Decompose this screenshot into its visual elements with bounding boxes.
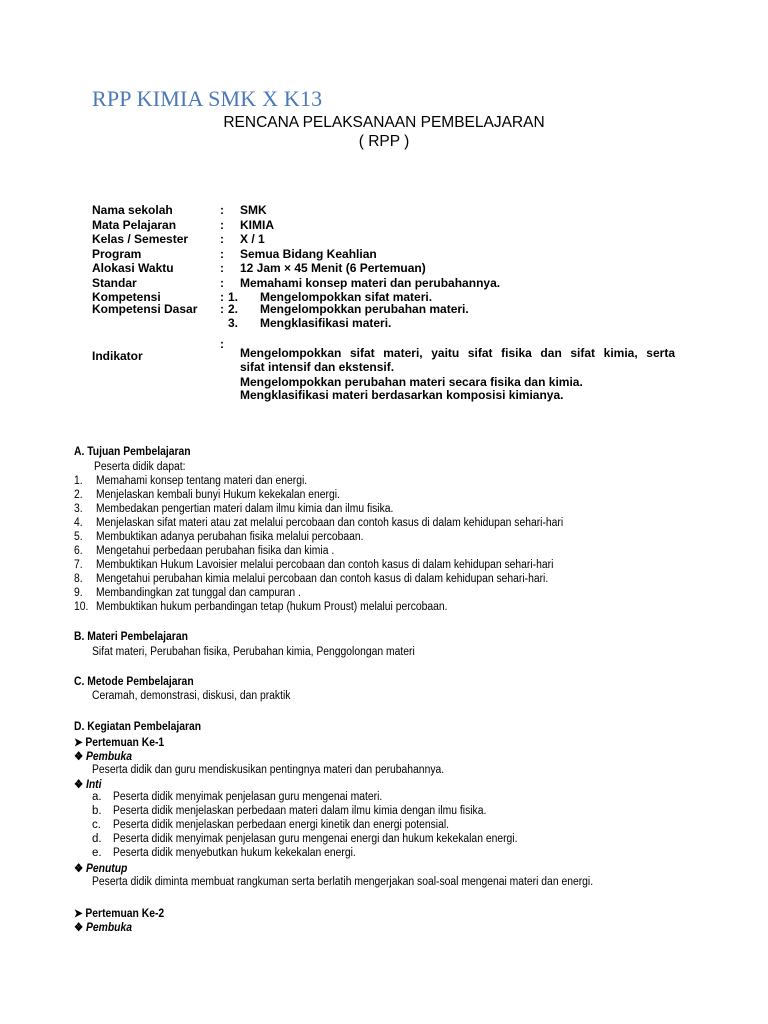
competency-item: Mengelompokkan perubahan materi.: [260, 302, 469, 316]
activity-letter: a.: [92, 791, 102, 803]
inti-label: Inti: [85, 779, 102, 791]
activity-letter: b.: [92, 805, 102, 817]
identity-colon: :: [220, 261, 224, 275]
identity-value-time: 12 Jam × 45 Menit (6 Pertemuan): [240, 261, 426, 275]
section-c-text: Ceramah, demonstrasi, diskusi, dan praktik: [92, 690, 291, 702]
penutup-text: Peserta didik diminta membuat rangkuman serta berlatih mengerjakan soal-soal mengenai materi dan energi.: [92, 876, 594, 888]
activity-item: Peserta didik menjelaskan perbedaan energi kinetik dan energi potensial.: [113, 819, 450, 831]
identity-label-time: Alokasi Waktu: [92, 261, 174, 275]
document-subheading: ( RPP ): [358, 133, 410, 150]
objective-item: Membuktikan adanya perubahan fisika melalui percobaan.: [96, 531, 364, 543]
activity-letter: d.: [92, 833, 102, 845]
objective-number: 7.: [74, 559, 83, 571]
meeting-2-label: Pertemuan Ke-2: [85, 908, 165, 920]
identity-colon: :: [220, 275, 224, 290]
identity-value-standard: Memahami konsep materi dan perubahannya.: [240, 275, 501, 290]
identity-label-program: Program: [92, 246, 142, 261]
identity-colon: :: [220, 217, 224, 232]
activity-item: Peserta didik menjelaskan perbedaan materi dalam ilmu kimia dengan ilmu fisika.: [113, 805, 487, 817]
objective-item: Mengetahui perbedaan perubahan fisika dan kimia .: [96, 545, 335, 557]
indicator-line: Mengelompokkan perubahan materi secara fisika dan kimia.: [240, 374, 583, 389]
competency-number: 1.: [227, 290, 238, 304]
identity-label-school: Nama sekolah: [92, 203, 173, 217]
document-title: RPP KIMIA SMK X K13: [92, 86, 323, 111]
objective-item: Menjelaskan sifat materi atau zat melalui percobaan dan contoh kasus di dalam kehidupan sehari-hari: [96, 517, 564, 529]
identity-colon: :: [220, 246, 224, 261]
indicator-line: Mengklasifikasi materi berdasarkan komposisi kimianya.: [240, 388, 564, 402]
activity-item: Peserta didik menyimak penjelasan guru mengenai materi.: [113, 791, 383, 803]
penutup-heading: [74, 861, 127, 875]
objective-number: 2.: [74, 489, 83, 501]
activity-item: Peserta didik menyimak penjelasan guru mengenai energi dan hukum kekekalan energi.: [113, 833, 518, 845]
activity-letter: e.: [92, 847, 102, 859]
objective-number: 3.: [74, 503, 83, 515]
pembuka-label: Pembuka: [85, 751, 133, 763]
meeting-1-heading: [74, 735, 164, 749]
section-b-text: Sifat materi, Perubahan fisika, Perubahan kimia, Penggolongan materi: [92, 646, 415, 658]
identity-value-class: X / 1: [240, 232, 265, 246]
indicator-line: sifat intensif dan ekstensif.: [240, 360, 395, 374]
section-a-title: A. Tujuan Pembelajaran: [74, 446, 191, 458]
meeting-1-label: Pertemuan Ke-1: [85, 737, 165, 749]
identity-value-program: Semua Bidang Keahlian: [240, 246, 377, 261]
objective-item: Membedakan pengertian materi dalam ilmu kimia dan ilmu fisika.: [96, 503, 394, 515]
arrow-bullet-icon: ➤: [74, 908, 83, 920]
objective-number: 10.: [74, 601, 89, 613]
arrow-bullet-icon: ➤: [74, 737, 83, 749]
section-d-title: D. Kegiatan Pembelajaran: [74, 721, 202, 733]
identity-label-competence: Kompetensi: [92, 290, 161, 304]
identity-label-basic-competence: Kompetensi Dasar: [92, 302, 198, 316]
identity-colon: :: [220, 290, 224, 304]
objective-item: Membuktikan hukum perbandingan tetap (hukum Proust) melalui percobaan.: [96, 601, 448, 613]
objective-number: 8.: [74, 573, 83, 585]
meeting-2-heading: [74, 906, 164, 920]
competency-item: Mengelompokkan sifat materi.: [260, 290, 433, 304]
activity-item: Peserta didik menyebutkan hukum kekekalan energi.: [113, 847, 356, 859]
identity-value-school: SMK: [240, 203, 267, 217]
identity-colon: :: [220, 337, 224, 351]
objective-number: 5.: [74, 531, 83, 543]
diamond-bullet-icon: ❖: [74, 922, 84, 934]
document-heading: RENCANA PELAKSANAAN PEMBELAJARAN: [223, 114, 545, 131]
identity-label-indicator: Indikator: [92, 349, 143, 363]
identity-colon: :: [220, 302, 224, 316]
section-b-title: B. Materi Pembelajaran: [74, 631, 188, 643]
diamond-bullet-icon: ❖: [74, 863, 84, 875]
identity-label-subject: Mata Pelajaran: [92, 217, 177, 232]
section-c-title: C. Metode Pembelajaran: [74, 676, 194, 688]
identity-colon: :: [220, 203, 224, 217]
objective-item: Membuktikan Hukum Lavoisier melalui percobaan dan contoh kasus di dalam kehidupan sehari-hari: [96, 559, 554, 571]
competency-number: 2.: [227, 302, 238, 316]
inti-heading: [74, 777, 102, 791]
identity-value-subject: KIMIA: [240, 217, 274, 232]
identity-colon: :: [220, 232, 224, 246]
objective-item: Memahami konsep tentang materi dan energi.: [96, 475, 308, 487]
identity-label-standard: Standar: [92, 275, 137, 290]
objective-number: 6.: [74, 545, 83, 557]
pembuka-2-label: Pembuka: [85, 922, 133, 934]
activity-letter: c.: [92, 819, 101, 831]
objective-number: 1.: [74, 475, 83, 487]
diamond-bullet-icon: ❖: [74, 779, 84, 791]
objective-item: Menjelaskan kembali bunyi Hukum kekekalan energi.: [96, 489, 340, 501]
objective-item: Membandingkan zat tunggal dan campuran .: [96, 587, 301, 599]
competency-item: Mengklasifikasi materi.: [260, 316, 392, 330]
pembuka-heading: [74, 749, 132, 763]
pembuka-2-heading: [74, 920, 132, 934]
objective-number: 9.: [74, 587, 83, 599]
penutup-label: Penutup: [85, 863, 128, 875]
identity-label-class: Kelas / Semester: [92, 232, 189, 246]
pembuka-text: Peserta didik dan guru mendiskusikan pentingnya materi dan perubahannya.: [92, 764, 445, 776]
objective-item: Mengetahui perubahan kimia melalui percobaan dan contoh kasus di dalam kehidupan sehari-hari.: [96, 573, 549, 585]
section-a-intro: Peserta didik dapat:: [94, 461, 186, 473]
competency-number: 3.: [227, 316, 238, 330]
diamond-bullet-icon: ❖: [74, 751, 84, 763]
objective-number: 4.: [74, 517, 83, 529]
indicator-line: Mengelompokkan sifat materi, yaitu sifat fisika dan sifat kimia, serta: [240, 346, 675, 360]
